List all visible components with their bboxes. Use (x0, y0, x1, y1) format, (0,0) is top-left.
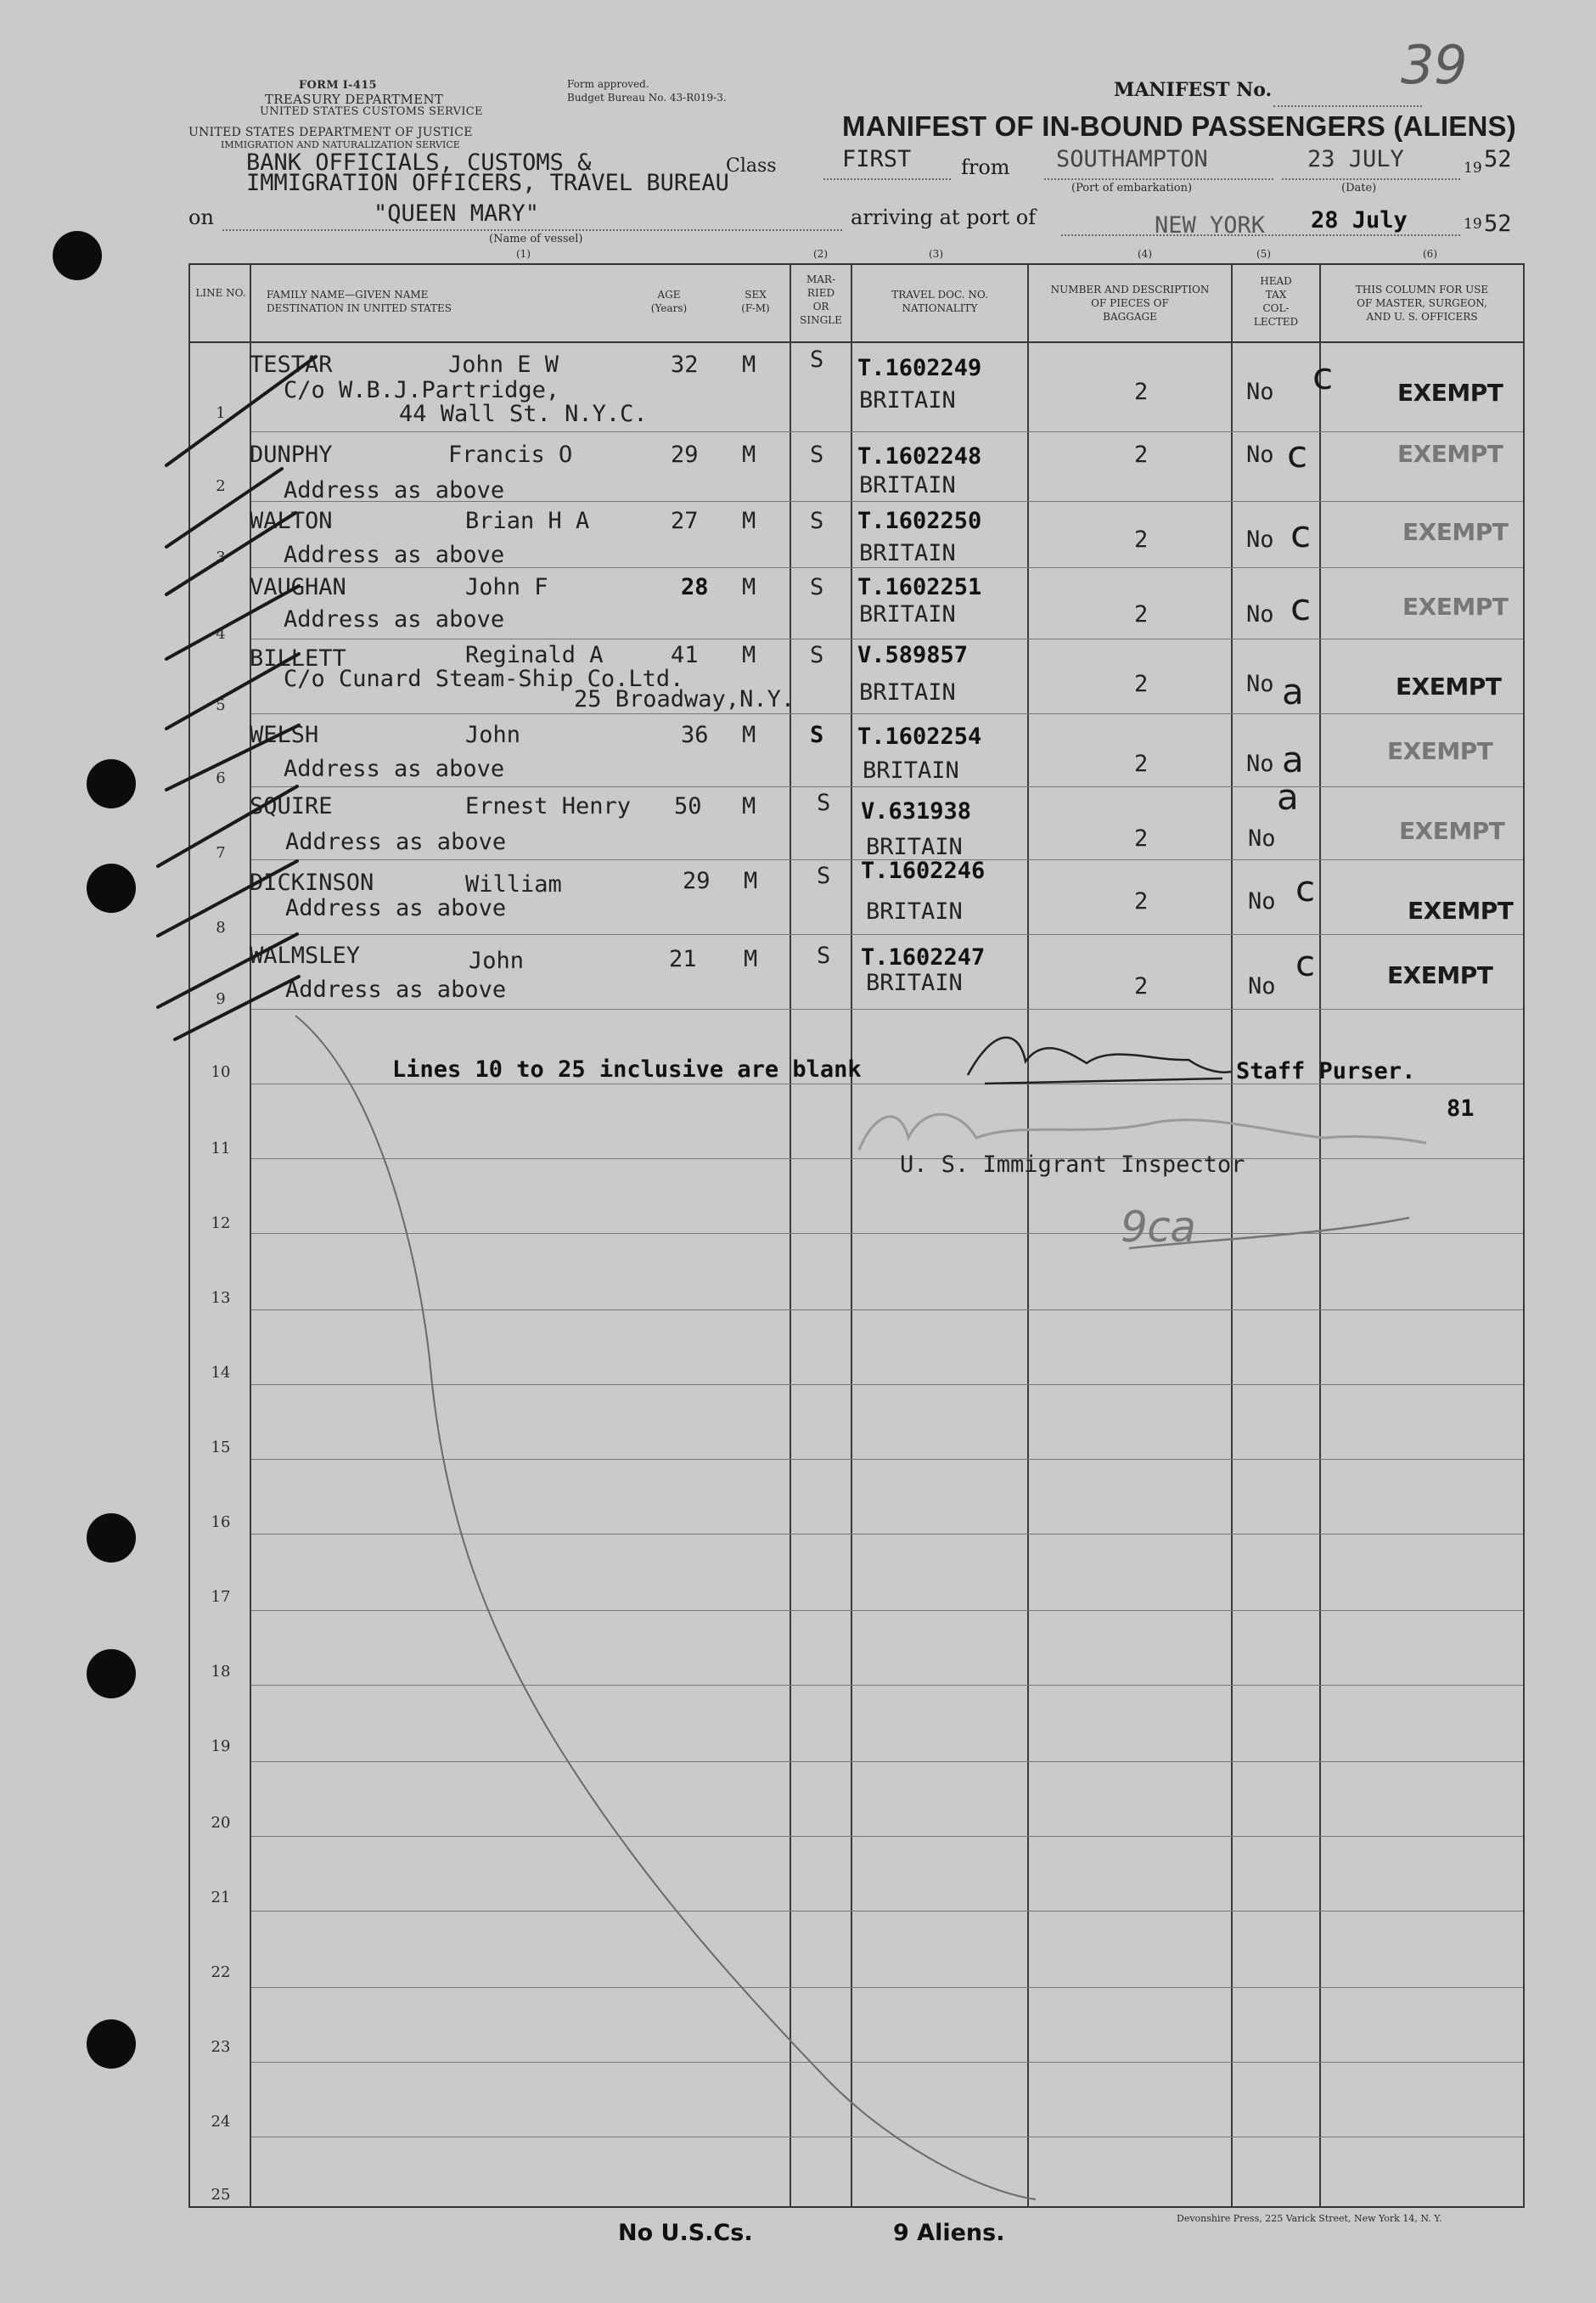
nationality: BRITAIN (866, 834, 963, 860)
officer-mark: a (1282, 671, 1304, 712)
address-line-2: 25 Broadway,N.Y. (574, 686, 795, 712)
usc-count: No U.S.Cs. (618, 2220, 753, 2246)
officer-mark: a (1282, 739, 1304, 780)
header-sex: SEX (745, 289, 767, 301)
line-number: 3 (216, 549, 226, 566)
baggage: 2 (1134, 973, 1149, 999)
col-num-4: (4) (1138, 248, 1152, 260)
travel-doc: T.1602250 (857, 508, 982, 534)
from-value: SOUTHAMPTON (1056, 146, 1208, 172)
exempt-stamp: EXEMPT (1387, 961, 1493, 989)
customs-service: UNITED STATES CUSTOMS SERVICE (260, 105, 483, 118)
address: Address as above (285, 895, 507, 921)
embarkation-caption: (Port of embarkation) (1071, 182, 1193, 194)
marital-status: S (810, 574, 824, 600)
address: Address as above (284, 756, 505, 782)
inspector-initials: 9ca (1121, 1202, 1196, 1252)
nationality: BRITAIN (859, 601, 956, 628)
year-suffix: 52 (1484, 146, 1512, 172)
address: C/o W.B.J.Partridge, (284, 377, 560, 403)
line-number: 5 (216, 696, 226, 714)
officer-mark: c (1290, 586, 1311, 629)
sex: M (742, 642, 756, 668)
age: 29 (683, 868, 711, 894)
line-number: 24 (211, 2113, 231, 2131)
address: Address as above (284, 477, 505, 504)
exempt-stamp: EXEMPT (1387, 737, 1493, 765)
given-name: John (465, 722, 521, 748)
age: 28 (681, 574, 709, 600)
line-number: 21 (211, 1889, 231, 1906)
travel-doc: T.1602246 (861, 858, 986, 884)
printer-imprint: Devonshire Press, 225 Varick Street, New York 14, N. Y. (1177, 2213, 1442, 2224)
head-tax: No (1248, 888, 1276, 915)
address: Address as above (285, 977, 507, 1003)
line-number: 11 (211, 1140, 231, 1157)
line-number: 15 (211, 1439, 231, 1456)
class-label: Class (726, 155, 777, 177)
baggage: 2 (1134, 526, 1149, 553)
line-number: 7 (216, 844, 226, 862)
exempt-stamp: EXEMPT (1396, 673, 1502, 701)
arrival-date: 28 July (1311, 207, 1408, 234)
given-name: John (469, 948, 525, 974)
year-prefix: 19 (1464, 160, 1482, 177)
line-number: 13 (211, 1289, 231, 1307)
travel-doc: T.1602251 (857, 574, 982, 600)
header-baggage-2: OF PIECES OF (1091, 297, 1169, 309)
class-value: FIRST (842, 146, 912, 172)
line-number: 17 (211, 1588, 231, 1606)
line-number: 19 (211, 1737, 231, 1755)
age: 27 (671, 508, 699, 534)
address: Address as above (284, 542, 505, 568)
vessel-caption: (Name of vessel) (489, 233, 583, 245)
purser-title: Staff Purser. (1236, 1058, 1416, 1084)
head-tax: No (1246, 442, 1274, 468)
header-use-1: THIS COLUMN FOR USE (1355, 284, 1489, 296)
officer-mark: c (1290, 513, 1311, 556)
marital-status: S (810, 722, 824, 748)
col-num-6: (6) (1423, 248, 1437, 260)
marital-status: S (810, 346, 824, 373)
family-name: TESTAR (250, 352, 333, 378)
address-line-2: 44 Wall St. N.Y.C. (399, 401, 648, 427)
justice-department: UNITED STATES DEPARTMENT OF JUSTICE (188, 126, 473, 139)
line-number: 22 (211, 1963, 231, 1981)
header-family-name: FAMILY NAME—GIVEN NAME (267, 289, 429, 301)
marital-status: S (817, 863, 831, 889)
age: 29 (671, 442, 699, 468)
line-number: 1 (216, 404, 226, 422)
given-name: Brian H A (465, 508, 590, 534)
header-married-3: OR (812, 301, 829, 313)
family-name: BILLETT (250, 645, 346, 672)
nationality: BRITAIN (866, 970, 963, 996)
header-age-years: (Years) (650, 302, 688, 314)
budget-bureau: Budget Bureau No. 43-R019-3. (567, 92, 727, 104)
sex: M (744, 868, 758, 894)
given-name: Ernest Henry (465, 793, 632, 819)
nationality: BRITAIN (866, 898, 963, 925)
col-num-5: (5) (1256, 248, 1271, 260)
travel-doc: T.1602249 (857, 355, 982, 381)
given-name: William (465, 871, 562, 898)
officer-mark: c (1295, 943, 1315, 984)
line-number: 16 (211, 1513, 231, 1531)
inspector-signature (859, 1114, 1426, 1150)
page-count: 81 (1447, 1095, 1475, 1122)
sex: M (742, 352, 756, 378)
check-tick (166, 654, 299, 729)
header-nationality: NATIONALITY (902, 302, 978, 314)
officer-mark: c (1295, 868, 1315, 909)
age: 21 (669, 946, 697, 972)
header-age: AGE (657, 289, 681, 301)
manifest-number: 39 (1401, 34, 1467, 96)
age: 41 (671, 642, 699, 668)
address: Address as above (284, 606, 505, 633)
travel-doc: T.1602248 (857, 443, 982, 470)
col-num-1: (1) (516, 248, 531, 260)
travel-doc: T.1602247 (861, 944, 986, 971)
exempt-stamp: EXEMPT (1397, 440, 1503, 468)
immigration-service: IMMIGRATION AND NATURALIZATION SERVICE (221, 139, 460, 150)
sex: M (742, 442, 756, 468)
sex: M (742, 722, 756, 748)
head-tax: No (1246, 601, 1274, 628)
inspector-title: U. S. Immigrant Inspector (900, 1152, 1245, 1178)
exempt-stamp: EXEMPT (1399, 817, 1505, 845)
head-tax: No (1246, 526, 1274, 553)
baggage: 2 (1134, 601, 1149, 628)
check-tick (166, 513, 295, 594)
arrival-port: NEW YORK (1155, 212, 1266, 239)
family-name: WALMSLEY (250, 943, 361, 969)
given-name: John F (465, 574, 548, 600)
purser-signature (968, 1038, 1231, 1075)
inspector-initials-underline (1129, 1218, 1409, 1248)
family-name: DUNPHY (250, 442, 333, 468)
form-approved: Form approved. (567, 78, 649, 90)
officer-mark: c (1287, 433, 1307, 476)
blank-lines-note: Lines 10 to 25 inclusive are blank (392, 1056, 862, 1083)
header-use-2: OF MASTER, SURGEON, (1357, 297, 1487, 309)
line-number: 18 (211, 1663, 231, 1681)
baggage: 2 (1134, 888, 1149, 915)
sex: M (742, 793, 756, 819)
sex: M (744, 946, 758, 972)
from-label: from (961, 155, 1010, 179)
header-married-4: SINGLE (800, 314, 842, 326)
travel-doc: T.1602254 (857, 724, 982, 750)
check-tick (158, 861, 297, 936)
given-name: Francis O (448, 442, 573, 468)
header-destination: DESTINATION IN UNITED STATES (267, 302, 452, 314)
check-tick (158, 786, 297, 866)
travel-doc: V.631938 (861, 798, 972, 825)
vessel-name: "QUEEN MARY" (374, 200, 540, 227)
header-married-2: RIED (806, 287, 835, 299)
header-tax-4: LECTED (1253, 316, 1299, 328)
baggage: 2 (1134, 825, 1149, 852)
class-typed-line-1: BANK OFFICIALS, CUSTOMS & (246, 149, 592, 176)
nationality: BRITAIN (859, 679, 956, 706)
line-number: 20 (211, 1814, 231, 1832)
header-travel-doc: TRAVEL DOC. NO. (891, 289, 988, 301)
header-married-1: MAR- (806, 273, 836, 285)
manifest-title: MANIFEST OF IN-BOUND PASSENGERS (ALIENS) (842, 110, 1516, 142)
check-tick (166, 357, 316, 465)
header-baggage-1: NUMBER AND DESCRIPTION (1050, 284, 1210, 296)
address: C/o Cunard Steam-Ship Co.Ltd. (284, 666, 684, 692)
exempt-stamp: EXEMPT (1402, 518, 1509, 546)
baggage: 2 (1134, 751, 1149, 777)
form-number: FORM I-415 (299, 79, 377, 92)
marital-status: S (817, 790, 831, 816)
nationality: BRITAIN (859, 540, 956, 566)
arrival-year-suffix: 52 (1484, 211, 1512, 237)
address: Address as above (285, 829, 507, 855)
exempt-stamp: EXEMPT (1402, 593, 1509, 621)
line-number: 25 (211, 2186, 231, 2204)
given-name: John E W (448, 352, 559, 378)
marital-status: S (810, 508, 824, 534)
baggage: 2 (1134, 379, 1149, 405)
nationality: BRITAIN (863, 757, 959, 784)
line-number: 12 (211, 1214, 231, 1232)
marital-status: S (810, 642, 824, 668)
check-tick (175, 977, 299, 1039)
line-number: 10 (211, 1063, 231, 1081)
baggage: 2 (1134, 671, 1149, 697)
treasury-department: TREASURY DEPARTMENT (265, 92, 444, 107)
line-number: 8 (216, 919, 226, 937)
arriving-label: arriving at port of (851, 206, 1037, 229)
family-name: VAUGHAN (250, 574, 346, 600)
on-label: on (188, 206, 214, 229)
given-name: Reginald A (465, 642, 604, 668)
check-tick (158, 934, 297, 1007)
date-caption: (Date) (1341, 182, 1377, 194)
header-baggage-3: BAGGAGE (1103, 311, 1157, 323)
sex: M (742, 508, 756, 534)
travel-doc: V.589857 (857, 642, 969, 668)
line-number: 23 (211, 2038, 231, 2056)
col-num-2: (2) (813, 248, 828, 260)
head-tax: No (1246, 379, 1274, 405)
alien-count: 9 Aliens. (893, 2220, 1005, 2246)
nationality: BRITAIN (859, 472, 956, 498)
officer-mark: a (1277, 776, 1299, 818)
check-tick (166, 725, 299, 790)
purser-signature-underline (985, 1078, 1222, 1084)
family-name: DICKINSON (250, 870, 374, 896)
check-tick (166, 469, 282, 547)
marital-status: S (810, 442, 824, 468)
header-tax-2: TAX (1265, 289, 1287, 301)
pencil-strike-line (295, 1016, 1036, 2199)
line-number: 2 (216, 477, 226, 495)
sex: M (742, 574, 756, 600)
nationality: BRITAIN (859, 387, 956, 414)
header-line-no: LINE NO. (195, 287, 246, 299)
check-tick (166, 586, 299, 659)
line-number: 9 (216, 990, 226, 1008)
line-number: 6 (216, 769, 226, 787)
age: 50 (674, 793, 702, 819)
exempt-stamp: EXEMPT (1397, 379, 1503, 407)
family-name: WELSH (250, 722, 319, 748)
arrival-year-prefix: 19 (1464, 216, 1482, 233)
marital-status: S (817, 943, 831, 969)
head-tax: No (1248, 825, 1276, 852)
head-tax: No (1248, 973, 1276, 999)
officer-mark: c (1312, 355, 1333, 398)
age: 36 (681, 722, 709, 748)
family-name: WALTON (250, 508, 333, 534)
header-sex-fm: (F-M) (741, 302, 770, 314)
header-use-3: AND U. S. OFFICERS (1366, 311, 1478, 323)
age: 32 (671, 352, 699, 378)
manifest-label: MANIFEST No. (1114, 79, 1273, 101)
col-num-3: (3) (929, 248, 943, 260)
exempt-stamp: EXEMPT (1408, 897, 1514, 925)
embarkation-date: 23 JULY (1307, 146, 1404, 172)
line-number: 14 (211, 1364, 231, 1382)
class-typed-line-2: IMMIGRATION OFFICERS, TRAVEL BUREAU (246, 170, 729, 196)
head-tax: No (1246, 751, 1274, 777)
header-tax-1: HEAD (1260, 275, 1292, 287)
head-tax: No (1246, 671, 1274, 697)
baggage: 2 (1134, 442, 1149, 468)
family-name: SQUIRE (250, 793, 333, 819)
header-tax-3: COL- (1262, 302, 1290, 314)
line-number: 4 (216, 625, 226, 643)
